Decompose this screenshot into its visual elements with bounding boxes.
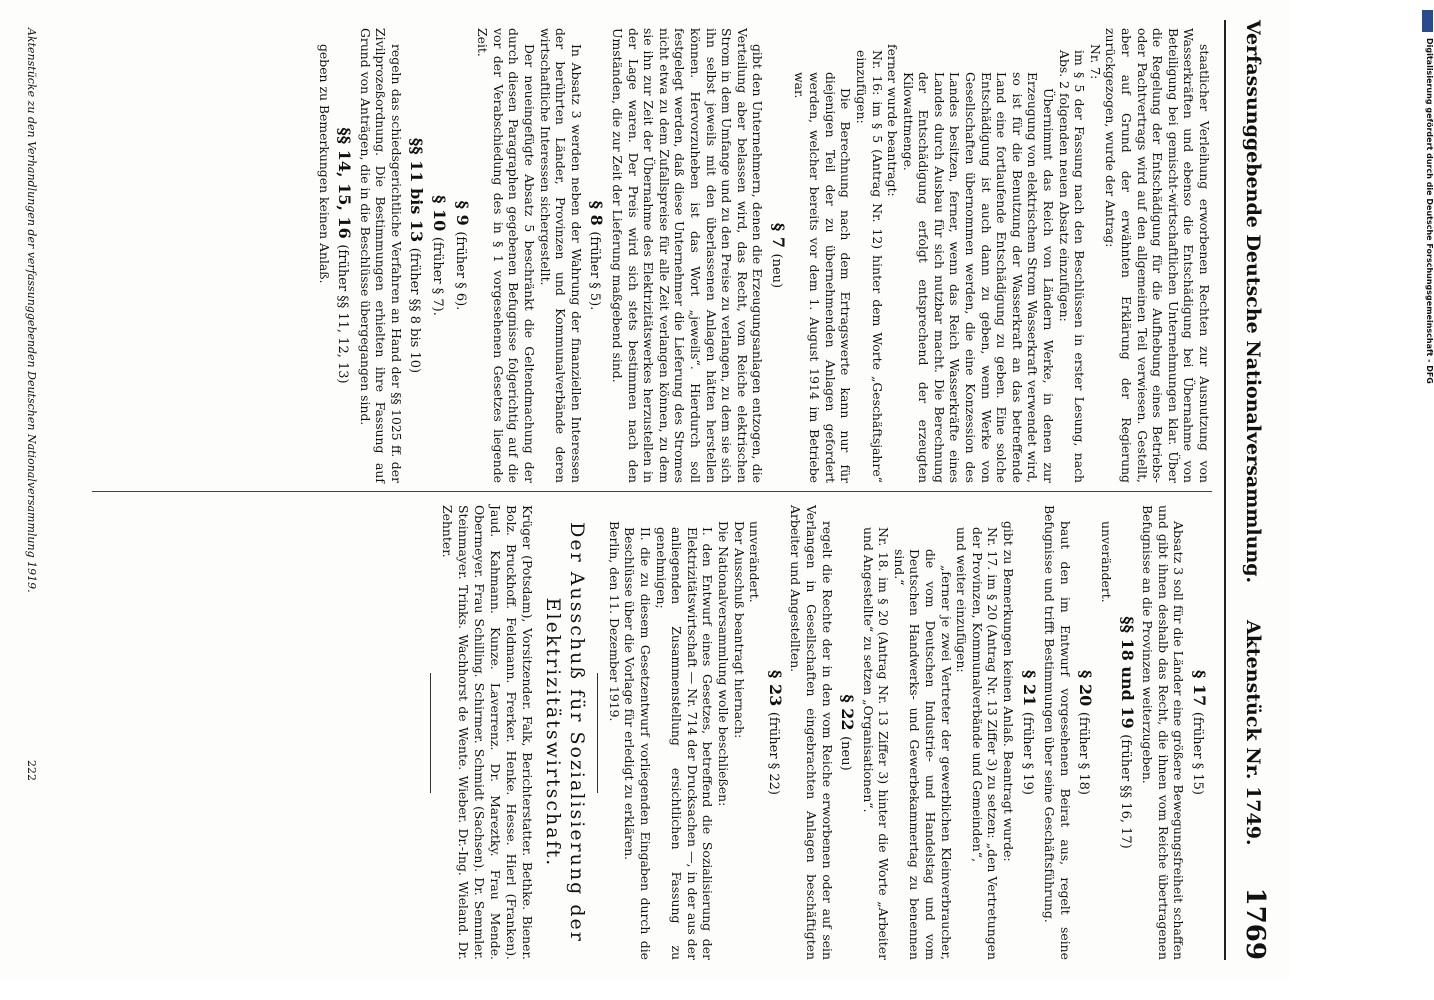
section-heading	[1189, 505, 1207, 960]
section-heading	[765, 505, 783, 960]
section-number: § 8	[587, 200, 607, 226]
section-number: § 7	[768, 222, 788, 248]
section-heading	[407, 28, 425, 483]
header-page-number: 1769	[1240, 887, 1270, 960]
section-number: § 10	[430, 195, 450, 232]
section-note: (früher § 22)	[765, 711, 781, 795]
section-note: (früher § 7).	[430, 236, 446, 316]
section-heading	[838, 505, 856, 960]
body-paragraph: In Absatz 3 werden neben der Wahrung der finanziellen Interessen der berührten Länder, Provinzen und Kommunalverbände deren wirtschaftliche Interessen sichergestellt.	[537, 28, 584, 483]
body-paragraph: geben zu Bemerkungen keinen Anlaß.	[316, 44, 332, 284]
section-heading	[1019, 505, 1037, 960]
section-note: (früher §§ 11, 12, 13)	[335, 244, 351, 384]
section-number: §§ 11 bis 13	[407, 137, 427, 243]
quoted-paragraph: „ferner je zwei Vertreter der gewerblichen Kleinverbraucher, die vom Deutschen Industrie- und Handelstag und vom Deutschen Handwerks- und Gewerbekammertag zu benennen sind.“	[891, 549, 954, 960]
body-paragraph: regelt die Rechte der in den vom Reiche erworbenen oder auf sein Verlangen in Gesellschaften eingebrachten Anlagen beschäftigten Arbeiter und Angestellten.	[788, 505, 835, 960]
section-number: § 17	[1190, 670, 1209, 707]
section-number: § 9	[452, 200, 472, 226]
body-paragraph: baut den im Entwurf vorgesehenen Beirat aus, regelt seine Befugnisse und trifft Bestimmungen über seine Geschäftsführung.	[1042, 505, 1073, 960]
section-note: (früher §§ 8 bis 10)	[407, 247, 423, 374]
body-paragraph: regeln das schiedsgerichtliche Verfahren an Hand der §§ 1025 ff. der Zivilprozeßordnung. Die Bestimmungen erhielten ihre Fassung auf Grund von Anträgen, die in die Beschlüsse übergegangen sind.	[357, 28, 404, 483]
section-number: § 22	[838, 694, 858, 731]
body-paragraph: Absatz 3 soll für die Länder eine größere Bewegungsfreiheit schaffen und gibt ihnen deshalb das Recht, die ihnen vom Reiche übertragenen Befugnisse an die Provinzen weiterzugeben.	[1140, 505, 1187, 960]
body-paragraph: unverändert.	[747, 521, 763, 603]
quoted-paragraph: II. die zu diesem Gesetzentwurf vorliegenden Eingaben durch die Beschlüsse über die Vorlage für erledigt zu erklären.	[622, 527, 653, 960]
right-column	[422, 505, 1212, 960]
quoted-paragraph: und weiter einzufügen:	[954, 527, 970, 673]
quoted-paragraph: Nr. 18. im § 20 (Antrag Nr. 13 Ziffer 3) hinter die Worte „Arbeiter und Angestellte“ zu setzen „Organisationen“.	[860, 527, 892, 960]
section-number: §§ 18 und 19	[1117, 616, 1137, 729]
section-number: § 23	[765, 670, 785, 707]
right-column-body	[606, 505, 1207, 960]
dfg-logo-icon	[1422, 10, 1433, 32]
body-paragraph: staatlicher Verleihung erworbenen Rechten zur Ausnutzung von Wasserkräften und ebenso die Entschädigung bei Übernahme von Beteiligung bei gemischt-wirtschaftlichen Unternehmungen klar. Über die Regelung der Entschädigung für die Aufhebung eines Betriebs- oder Pachtvertrags wird auf den allgemeinen Teil verwiesen. Gestellt, aber auf Grund der erwähnten Erklärung der Regierung zurückgezogen, wurde der Antrag:	[1103, 28, 1212, 483]
separator-rule	[597, 673, 598, 793]
section-note: (früher § 18)	[1076, 711, 1092, 795]
section-note: (neu)	[768, 253, 784, 289]
section-number: § 20	[1076, 670, 1096, 707]
quoted-paragraph: Nr. 17. im § 20 (Antrag Nr. 13 Ziffer 3) zu setzen: „den Vertretungen der Provinzen, Kommunalverbände und Gemeinden“,	[969, 527, 1001, 960]
section-note: (früher § 5).	[587, 231, 603, 311]
section-heading	[1076, 505, 1094, 960]
section-number: § 21	[1019, 670, 1039, 707]
section-heading	[335, 28, 353, 483]
section-heading	[452, 28, 470, 483]
body-paragraph: gibt zu Bemerkungen keinen Anlaß. Beantragt wurde:	[1001, 521, 1017, 862]
column-divider	[92, 491, 1212, 492]
section-note: (neu)	[838, 736, 854, 771]
body-paragraph: Der Ausschuß beantragt hiernach:	[731, 521, 747, 739]
committee-members: Krüger (Potsdam), Vorsitzender. Falk, Berichterstatter. Bethke. Biener. Bolz. Bruckhoff. Feldmann. Frerker. Henke. Hesse. Hierl (Franken). Jaud. Kahmann. Kunze. Laverrenz. Dr. Mareztky. Frau Mende. Obermeyer. Frau Schilling. Schirmer. Schmidt (Sachsen). Dr. Semmler. Steinmayer. Trinks. Wachhorst de Wente. Wieber. Dr.-Ing. Wieland. Dr. Zehnter.	[440, 505, 536, 960]
committee-title: Der Ausschuß für Sozialisierung der Elektrizitätswirtschaft.	[542, 522, 589, 943]
dfg-digitization-note	[1422, 10, 1434, 390]
header-document-number: Aktenstück Nr. 1749.	[1242, 620, 1264, 846]
section-note: (früher §§ 16, 17)	[1117, 734, 1133, 849]
section-number: §§ 14, 15, 16	[335, 127, 355, 239]
section-note: (früher § 6).	[452, 231, 468, 311]
quoted-paragraph: Nr. 16: im § 5 (Antrag Nr. 12) hinter dem Worte „Geschäftsjahre“ einzufügen:	[853, 50, 885, 483]
quoted-paragraph: im § 5 der Fassung nach den Beschlüssen in erster Lesung, nach Abs. 2 folgenden neuen Absatz einzufügen:	[1056, 50, 1088, 483]
section-heading	[768, 28, 786, 483]
header-title: Verfassunggebende Deutsche Nationalversammlung.	[1242, 20, 1264, 584]
body-paragraph: Nr. 7:	[1087, 44, 1103, 80]
left-column	[316, 28, 1212, 483]
section-heading	[430, 28, 448, 483]
page-header	[1224, 20, 1272, 960]
body-paragraph: Die Nationalversammlung wolle beschließen:	[715, 521, 731, 807]
section-note: (früher § 15)	[1190, 711, 1205, 795]
section-heading	[1117, 505, 1135, 960]
separator-rule-bottom	[430, 673, 431, 793]
footer-source: Aktenstücke zu den Verhandlungen der verfassunggebenden Deutschen Nationalversammlung 1919.	[25, 28, 38, 593]
body-paragraph: gibt den Unternehmern, denen die Erzeugungsanlagen entzogen, die Verteilung aber belassen wird, das Recht, vom Reiche elektrischen Strom in dem Umfange und zu den Preise zu verlangen, zu dem sie sich ihn selbst jeweils mit den überlassenen Anlagen hätten herstellen können. Hervorzuheben ist das Wort „jeweils“. Hierdurch soll festgelegt werden, daß diese Unternehmer die Lieferung des Stromes nicht etwa zu dem Zufallspreise für alle Zeit verlangen können, zu dem sie ihn zur Zeit der Übernahme des Elektrizitätswerkes herzustellen in der Lage waren. Der Preis wird sich stets bestimmen nach den Umständen, die zur Zeit der Lieferung maßgebend sind.	[610, 28, 766, 483]
body-paragraph: ferner wurde beantragt:	[885, 44, 901, 197]
body-paragraph: Der neueingefügte Absatz 5 beschränkt die Geltendmachung der durch diesen Paragraphen gegebenen Befugnisse folgerichtig auf die vor der Verabschiedung des in § 1 vorgesehenen Gesetzes liegende Zeit.	[475, 28, 538, 483]
dfg-credit-text: Digitalisierung gefördert durch die Deutsche Forschungsgemeinschaft - DFG	[1425, 38, 1434, 384]
quoted-paragraph: Übernimmt das Reich von Ländern Werke, in denen zur Erzeugung von elektrischem Strom Wasserkraft verwendet wird, so ist für die Benutzung der Wasserkraft an das betreffende Land eine fortlaufende Entschädigung zu geben. Eine solche Entschädigung ist auch dann zu geben, wenn Werke von Gesellschaften übernommen werden, die eine Konzession des Landes besitzen, ferner, wenn das Reich Wasserkräfte eines Landes durch Ausbau für sich nutzbar macht. Die Berechnung der Entschädigung erfolgt entsprechend der erzeugten Kilowattmenge.	[900, 72, 1057, 483]
quoted-paragraph: I. den Entwurf eines Gesetzes, betreffend die Sozialisierung der Elektrizitätswirtschaft — Nr. 714 der Drucksachen —, in der aus der anliegenden Zusammenstellung ersichtlichen Fassung zu genehmigen;	[653, 527, 716, 960]
body-paragraph: unverändert.	[1099, 521, 1115, 603]
quoted-paragraph: Die Berechnung nach dem Ertragswerte kann nur für diejenigen Teil der zu übernehmenden Anlagen gefordert werden, welcher bereits vor dem 1. August 1914 im Betriebe war.	[791, 72, 854, 483]
section-heading	[587, 28, 605, 483]
footer-page-number: 222	[25, 760, 38, 781]
section-note: (früher § 19)	[1019, 711, 1035, 795]
body-paragraph: Berlin, den 11. Dezember 1919.	[606, 521, 622, 722]
